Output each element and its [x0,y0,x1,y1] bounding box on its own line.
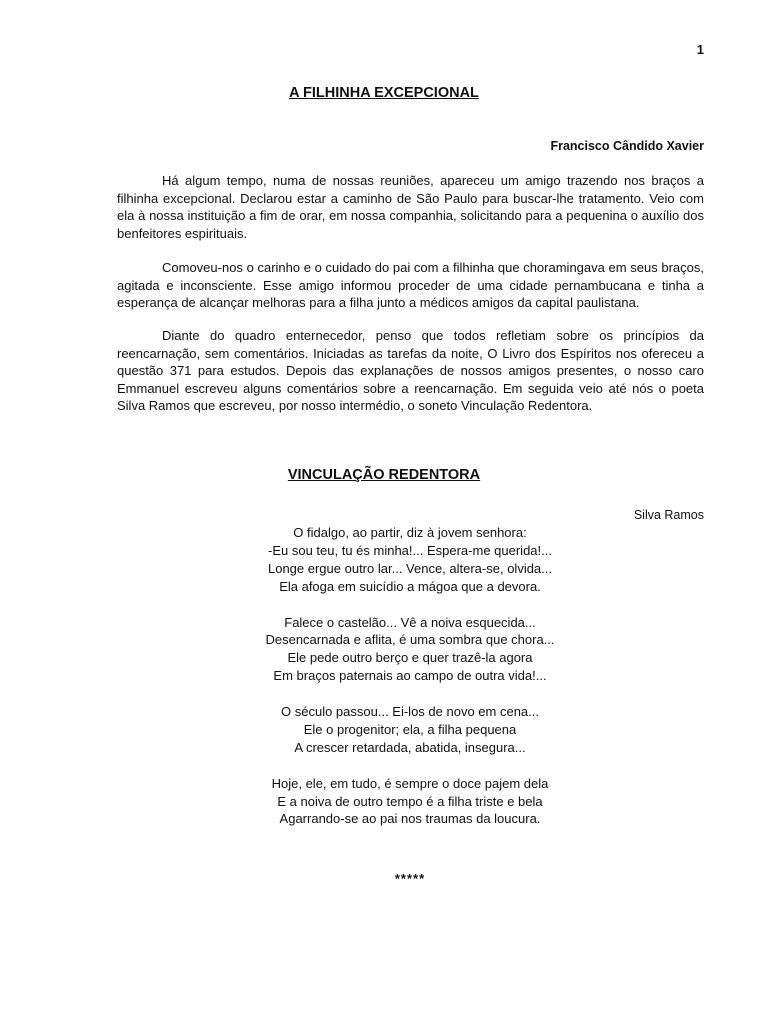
poem-line: -Eu sou teu, tu és minha!... Espera-me querida!... [268,542,552,558]
page-title: A FILHINHA EXCEPCIONAL [289,85,479,101]
poem-line: Em braços paternais ao campo de outra vida!... [273,668,547,684]
poem-line: Ele pede outro berço e quer trazê-la agora [287,650,533,666]
stanza-1 [0,524,768,596]
poem-line: Longe ergue outro lar... Vence, altera-se, olvida... [267,560,552,576]
poem-line: A crescer retardada, abatida, insegura... [294,739,526,755]
poem-line: Hoje, ele, em tudo, é sempre o doce pajem dela [271,775,549,791]
poem-line: O fidalgo, ao partir, diz à jovem senhora: [293,525,527,540]
stanza-3 [0,703,768,757]
poem-line: Ela afoga em suicídio a mágoa que a devora. [279,578,541,594]
poem-line: Ele o progenitor; ela, a filha pequena [303,721,517,737]
section-separator: ***** [394,871,426,886]
poem-line: Agarrando-se ao pai nos traumas da loucura. [279,811,541,827]
page-number: 1 [696,42,704,57]
stanza-4 [0,775,768,829]
paragraph-2: Comoveu-nos o carinho e o cuidado do pai com a filhinha que choramingava em seus braços, agitada e inconsciente. Esse amigo informou proceder de uma cidade pernambucana e tinha a esperança de alcançar melhoras para a filha junto a médicos amigos da capital paulistana. [117,260,704,310]
author-name: Francisco Cândido Xavier [550,139,704,153]
poem-line: E a noiva de outro tempo é a filha triste e bela [277,793,543,809]
poem-line: Falece o castelão... Vê a noiva esquecida... [284,614,536,630]
stanza-2 [0,614,768,686]
poem-line: O século passou... Ei-los de novo em cena... [281,704,539,720]
poem [0,524,768,846]
paragraph-1: Há algum tempo, numa de nossas reuniões, apareceu um amigo trazendo nos braços a filhinha excepcional. Declarou estar a caminho de São Paulo para buscar-lhe tratamento. Veio com ela à nossa instituição a fim de orar, em nossa companhia, solicitando para a pequenina o auxílio dos benfeitores espirituais. [117,173,704,241]
paragraph-3: Diante do quadro enternecedor, penso que todos refletiam sobre os princípios da reencarnação, sem comentários. Iniciadas as tarefas da noite, O Livro dos Espíritos nos ofereceu a questão 371 para estudos. Depois das explanações de nossos amigos presentes, o nosso caro Emmanuel escreveu alguns comentários sobre a reencarnação. Em seguida veio até nós o poeta Silva Ramos que escreveu, por nosso intermédio, o soneto Vinculação Redentora. [117,328,704,413]
poem-author: Silva Ramos [633,508,704,522]
poem-line: Desencarnada e aflita, é uma sombra que chora... [265,632,555,648]
poem-title: VINCULAÇÃO REDENTORA [287,467,481,483]
